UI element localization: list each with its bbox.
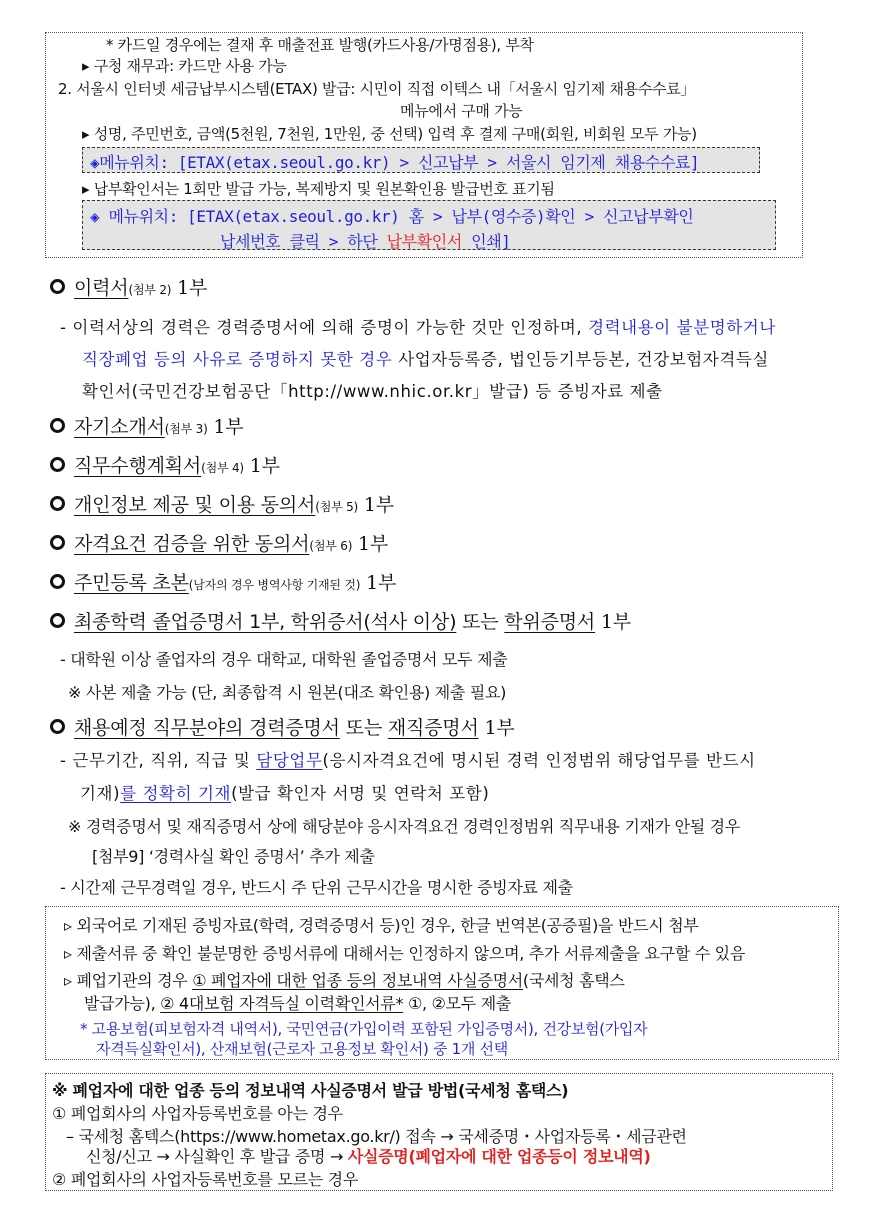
etax-input-note: ▸ 성명, 주민번호, 금액(5천원, 7천원, 1만원, 중 선택) 입력 후 결제 구매(회원, 비회원 모두 가능) — [82, 125, 697, 143]
etax-issue-line: 2. 서울시 인터넷 세금납부시스템(ETAX) 발급: 시민이 직접 이텍스 내「서울시 임기제 채용수수료」 — [58, 80, 696, 98]
resume-desc-1: - 이력서상의 경력은 경력증명서에 의해 증명이 가능한 것만 인정하며, 경력내용이 불분명하거나 — [60, 318, 776, 337]
bullet-icon — [50, 574, 65, 589]
bullet-icon — [50, 457, 65, 472]
education-desc-2: ※ 사본 제출 가능 (단, 최종합격 시 원본(대조 확인용) 제출 필요) — [68, 683, 507, 702]
resume-desc-3: 확인서(국민건강보험공단「http://www.nhic.or.kr」발급) 등 증빙자료 제출 — [82, 382, 663, 401]
note-unclear-documents: ▹ 제출서류 중 확인 불분명한 증빙서류에 대해서는 인정하지 않으며, 추가 서류제출을 요구할 수 있음 — [64, 944, 745, 963]
note-closed-company: ▹ 폐업기관의 경우 ① 폐업자에 대한 업종 등의 정보내역 사실증명서(국세청 홈택스 — [64, 971, 625, 990]
career-desc-3: ※ 경력증명서 및 재직증명서 상에 해당분야 응시자격요건 경력인정범위 직무내용 기재가 안될 경우 — [68, 817, 740, 836]
menu-location-2: ◈ 메뉴위치: [ETAX(etax.seoul.go.kr) 홈 > 납부(영수증)확인 > 신고납부확인 — [90, 207, 694, 226]
menu-location-2-cont: 납세번호 클릭 > 하단 납부확인서 인쇄] — [220, 232, 511, 251]
item-job-plan: 직무수행계획서(첨부 4) 1부 — [74, 455, 280, 477]
item-privacy-consent: 개인정보 제공 및 이용 동의서(첨부 5) 1부 — [74, 494, 394, 516]
item-self-intro: 자기소개서(첨부 3) 1부 — [74, 416, 244, 438]
howto-hometax-step-cont: 신청/신고 → 사실확인 후 발급 증명 → 사실증명(폐업자에 대한 업종등이 정보내역) — [86, 1147, 651, 1166]
note-closed-company-cont: 발급가능), ② 4대보험 자격득실 이력확인서류* ①, ②모두 제출 — [84, 994, 512, 1013]
district-finance-note: ▸ 구청 재무과: 카드만 사용 가능 — [82, 57, 287, 75]
item-resident-registration: 주민등록 초본(남자의 경우 병역사항 기재된 것) 1부 — [74, 572, 397, 594]
menu-location-1: ◈메뉴위치: [ETAX(etax.seoul.go.kr) > 신고납부 > 서울시 임기제 채용수수료] — [90, 153, 700, 172]
bullet-icon — [50, 496, 65, 511]
education-desc-1: - 대학원 이상 졸업자의 경우 대학교, 대학원 졸업증명서 모두 제출 — [60, 650, 508, 669]
item-qualification-consent: 자격요건 검증을 위한 동의서(첨부 6) 1부 — [74, 533, 389, 555]
bullet-icon — [50, 613, 65, 628]
item-resume: 이력서(첨부 2) 1부 — [74, 277, 208, 299]
howto-unknown-number: ② 폐업회사의 사업자등록번호를 모르는 경우 — [52, 1170, 358, 1189]
howto-hometax-step: – 국세청 홈텍스(https://www.hometax.go.kr/) 접속 → 국세증명・사업자등록・세금관련 — [66, 1127, 687, 1146]
career-desc-1: - 근무기간, 직위, 직급 및 담당업무(응시자격요건에 명시된 경력 인정범위 해당업무를 반드시 — [60, 751, 756, 770]
career-desc-5: - 시간제 근무경력일 경우, 반드시 주 단위 근무시간을 명시한 증빙자료 제출 — [60, 878, 573, 897]
bullet-icon — [50, 719, 65, 734]
item-career-certificate: 채용예정 직무분야의 경력증명서 또는 재직증명서 1부 — [74, 717, 515, 739]
card-receipt-note: * 카드일 경우에는 결재 후 매출전표 발행(카드사용/가명점용), 부착 — [106, 36, 534, 54]
note-insurance-options: * 고용보험(피보험자격 내역서), 국민연금(가입이력 포함된 가입증명서), 건강보험(가입자 — [80, 1020, 648, 1038]
bullet-icon — [50, 418, 65, 433]
howto-known-number: ① 폐업회사의 사업자등록번호를 아는 경우 — [52, 1104, 343, 1123]
career-desc-2: 기재)를 정확히 기재(발급 확인자 서명 및 연락처 포함) — [80, 784, 490, 803]
bullet-icon — [50, 279, 65, 294]
resume-desc-2: 직장폐업 등의 사유로 증명하지 못한 경우 사업자등록증, 법인등기부등본, 건강보험자격득실 — [82, 350, 769, 369]
note-foreign-language: ▹ 외국어로 기재된 증빙자료(학력, 경력증명서 등)인 경우, 한글 번역본(공증필)을 반드시 첨부 — [64, 916, 699, 935]
career-desc-4: [첨부9] ‘경력사실 확인 증명서’ 추가 제출 — [92, 847, 375, 866]
bullet-icon — [50, 535, 65, 550]
note-insurance-options-cont: 자격득실확인서), 산재보험(근로자 고용정보 확인서) 중 1개 선택 — [96, 1040, 508, 1058]
etax-issue-line-cont: 메뉴에서 구매 가능 — [400, 102, 523, 120]
item-education-certificate: 최종학력 졸업증명서 1부, 학위증서(석사 이상) 또는 학위증명서 1부 — [74, 611, 631, 633]
howto-title: ※ 폐업자에 대한 업종 등의 정보내역 사실증명서 발급 방법(국세청 홈택스) — [52, 1081, 569, 1100]
receipt-issue-note: ▸ 납부확인서는 1회만 발급 가능, 복제방지 및 원본확인용 발급번호 표기됨 — [82, 180, 555, 198]
